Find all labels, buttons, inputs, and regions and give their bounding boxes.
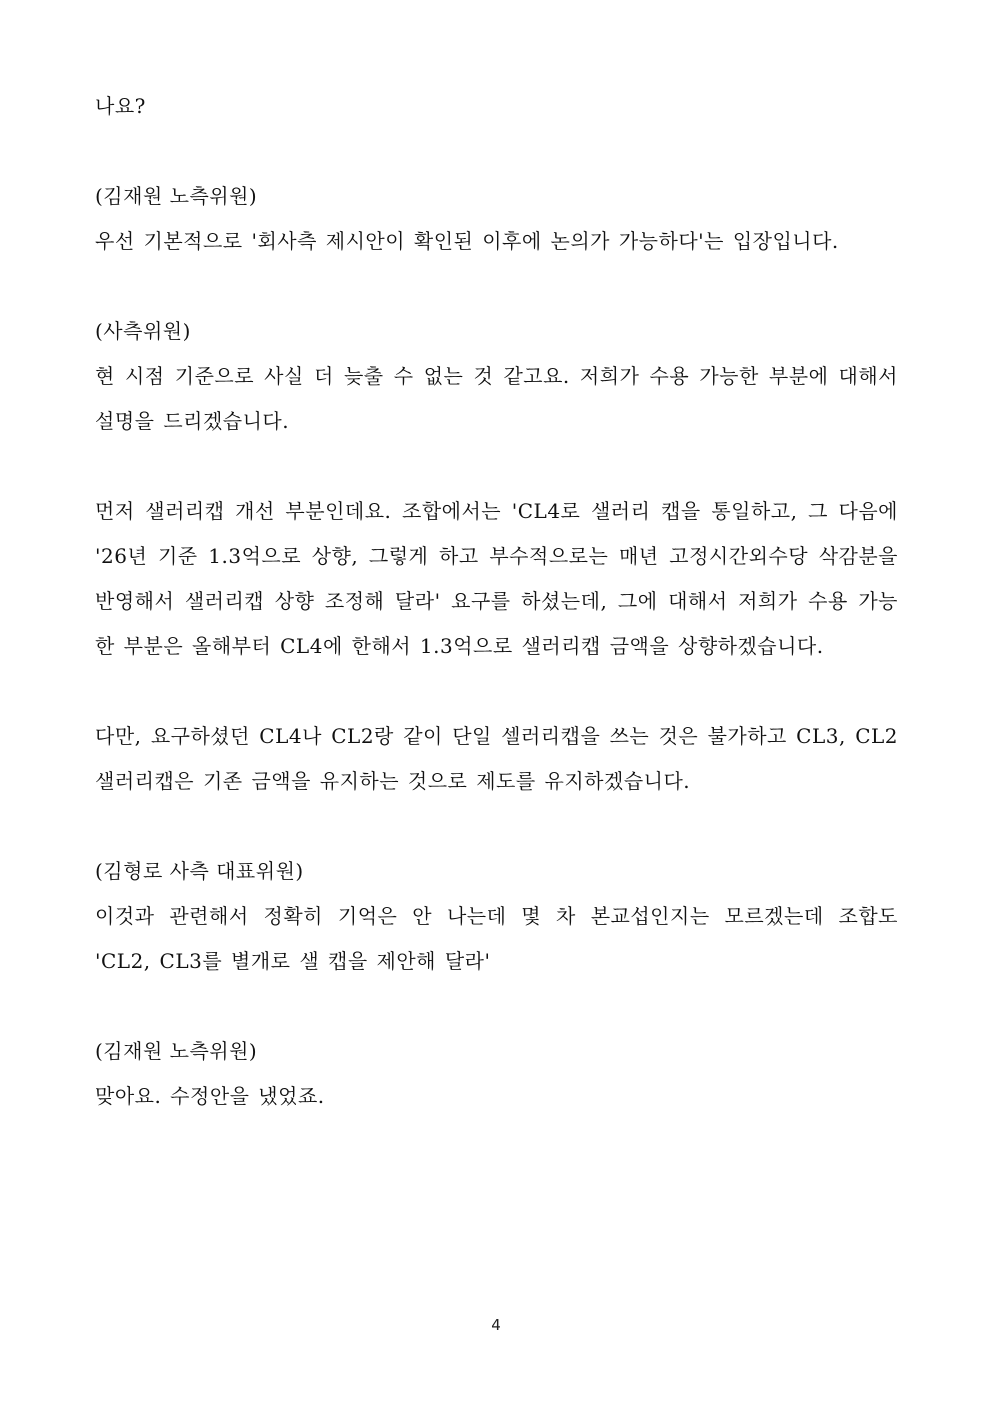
speaker-label: (김재원 노측위원) — [95, 184, 258, 208]
paragraph-gap — [95, 264, 898, 309]
page-number: 4 — [491, 1316, 501, 1334]
paragraph-continuation: 나요? — [95, 94, 146, 118]
paragraph-gap — [95, 804, 898, 849]
speech-paragraph: 이것과 관련해서 정확히 기억은 안 나는데 몇 차 본교섭인지는 모르겠는데 조합도 'CL2, CL3를 별개로 샐 캡을 제안해 달라' — [95, 904, 898, 973]
paragraph-gap — [95, 444, 898, 489]
speaker-label: (김형로 사측 대표위원) — [95, 859, 304, 883]
speech-paragraph: 현 시점 기준으로 사실 더 늦출 수 없는 것 같고요. 저희가 수용 가능한 부분에 대해서 설명을 드리겠습니다. — [95, 364, 898, 433]
speech-paragraph: 우선 기본적으로 '회사측 제시안이 확인된 이후에 논의가 가능하다'는 입장입니다. — [95, 229, 839, 253]
paragraph-gap — [95, 984, 898, 1029]
paragraph-gap — [95, 669, 898, 714]
speaker-label: (김재원 노측위원) — [95, 1039, 258, 1063]
speech-paragraph: 맞아요. 수정안을 냈었죠. — [95, 1084, 325, 1108]
speaker-label: (사측위원) — [95, 319, 191, 343]
transcript-body — [95, 84, 898, 1119]
speech-paragraph: 다만, 요구하셨던 CL4나 CL2랑 같이 단일 셀러리캡을 쓰는 것은 불가하고 CL3, CL2 샐러리캡은 기존 금액을 유지하는 것으로 제도를 유지하겠습니다. — [95, 724, 898, 793]
paragraph-gap — [95, 129, 898, 174]
speech-paragraph: 먼저 샐러리캡 개선 부분인데요. 조합에서는 'CL4로 샐러리 캡을 통일하고, 그 다음에 '26년 기준 1.3억으로 상향, 그렇게 하고 부수적으로는 매년 고정시간외수당 삭감분을 반영해서 샐러리캡 상향 조정해 달라' 요구를 하셨는데, 그에 대해서 저희가 수용 가능한 부분은 올해부터 CL4에 한해서 1.3억으로 샐러리캡 금액을 상향하겠습니다. — [95, 499, 898, 658]
